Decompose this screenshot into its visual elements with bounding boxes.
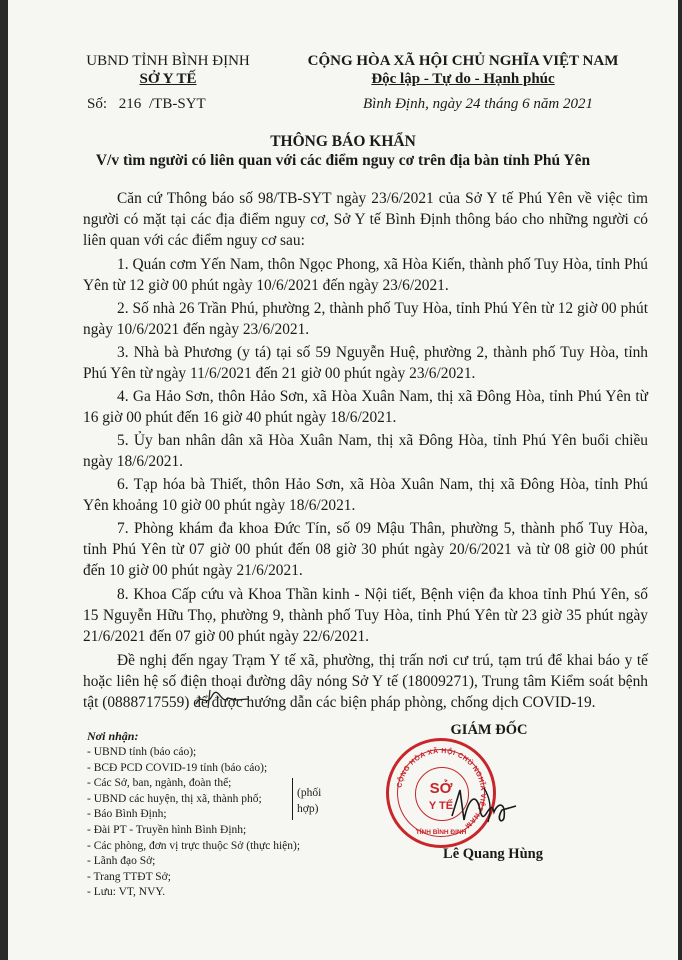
nation-motto-text: Độc lập - Tự do - Hạnh phúc (371, 71, 555, 87)
list-item: 4. Ga Hảo Sơn, thôn Hảo Sơn, xã Hòa Xuân Nam, thị xã Đông Hòa, tỉnh Phú Yên từ 16 giờ 00 phút đến 16 giờ 40 phút ngày 18/6/2021. (83, 388, 648, 426)
document-subject: V/v tìm người có liên quan với các điểm nguy cơ trên địa bàn tỉnh Phú Yên (95, 152, 591, 169)
list-item: 6. Tạp hóa bà Thiết, thôn Hảo Sơn, xã Hòa Xuân Nam, thị xã Đông Hòa, tỉnh Phú Yên khoảng 10 giờ 00 phút ngày 18/6/2021. (83, 476, 648, 514)
recipient-item: - UBND các huyện, thị xã, thành phố; (87, 792, 262, 805)
recipient-item: - Trang TTĐT Sở; (87, 870, 171, 883)
doc-number-suffix: /TB-SYT (149, 96, 206, 112)
recipient-item: - Báo Bình Định; (87, 808, 167, 821)
recipient-item: - Lưu: VT, NVY. (87, 886, 166, 899)
seal-bottom-text: TỈNH BÌNH ĐỊNH (415, 829, 467, 836)
list-item: 1. Quán cơm Yến Nam, thôn Ngọc Phong, xã Hòa Kiến, thành phố Tuy Hòa, tỉnh Phú Yên từ 12 giờ 00 phút ngày 10/6/2021 đến ngày 23/6/2021. (83, 256, 648, 294)
bracket-note-line: hợp) (297, 802, 319, 815)
list-item: 5. Ủy ban nhân dân xã Hòa Xuân Nam, thị xã Đông Hòa, tỉnh Phú Yên buổi chiều ngày 18/6/2021. (83, 432, 648, 470)
recipients-label: Nơi nhận: (87, 729, 139, 743)
recipient-item: - Đài PT - Truyền hình Bình Định; (87, 823, 247, 836)
request-paragraph: Đề nghị đến ngay Trạm Y tế xã, phường, thị trấn nơi cư trú, tạm trú để khai báo y tế hoặc liên hệ số điện thoại đường dây nóng Sở Y tế (18009271), Trung tâm Kiểm soát bệnh tật (0888717559) để được hướng dẫn các biện pháp phòng, chống dịch COVID-19. (83, 652, 648, 711)
nation-title: CỘNG HÒA XÃ HỘI CHỦ NGHĨA VIỆT NAM (307, 53, 619, 69)
list-item: 8. Khoa Cấp cứu và Khoa Thần kinh - Nội tiết, Bệnh viện đa khoa tỉnh Phú Yên, số 15 Nguyễn Hữu Thọ, phường 9, thành phố Tuy Hòa, tỉnh Phú Yên từ 23 giờ 35 phút ngày 21/6/2021 đến 07 giờ 00 phút ngày 22/6/2021. (83, 586, 648, 645)
seal-ring-text: CỘNG HÒA XÃ HỘI CHỦ NGHĨA VIỆT NAM (396, 747, 487, 830)
recipients-list (87, 745, 347, 901)
signer-title: GIÁM ĐỐC (450, 722, 528, 738)
recipient-item: - UBND tỉnh (báo cáo); (87, 746, 197, 758)
document-title: THÔNG BÁO KHẨN (270, 133, 416, 150)
bracket-note-line: (phối (297, 787, 322, 799)
list-item: 2. Số nhà 26 Trần Phú, phường 2, thành phố Tuy Hòa, tỉnh Phú Yên từ 12 giờ 00 phút ngày 10/6/2021 đến ngày 23/6/2021. (83, 300, 648, 338)
list-item: 3. Nhà bà Phương (y tá) tại số 59 Nguyễn Huệ, phường 2, thành phố Tuy Hòa, tỉnh Phú Yên từ ngày 11/6/2021 đến 21 giờ 00 phút ngày 23/6/2021. (83, 344, 648, 382)
doc-number-label: Số: (87, 96, 108, 112)
bracket-note (297, 786, 321, 817)
signer-name: Lê Quang Hùng (443, 846, 543, 862)
date-line: Bình Định, ngày 24 tháng 6 năm 2021 (363, 96, 593, 112)
nation-motto (298, 70, 628, 88)
recipient-item: - Các phòng, đơn vị trực thuộc Sở (thực hiện); (87, 839, 301, 852)
intro-paragraph: Căn cứ Thông báo số 98/TB-SYT ngày 23/6/2021 của Sở Y tế Phú Yên về việc tìm người có mặt tại các địa điểm nguy cơ, Sở Y tế Bình Định thông báo cho những người có liên quan với các điểm nguy cơ sau: (83, 190, 648, 249)
document-page (8, 0, 678, 960)
recipient-item: - Lãnh đạo Sở; (87, 855, 156, 868)
doc-number (87, 96, 206, 113)
doc-number-value: 216 (118, 96, 142, 112)
seal-center-line1: SỞ (429, 780, 453, 797)
agency-parent: UBND TỈNH BÌNH ĐỊNH (86, 53, 250, 69)
agency-name (68, 70, 268, 88)
initials-scribble (192, 686, 252, 712)
handwritten-signature (446, 780, 526, 830)
agency-name-text: SỞ Y TẾ (139, 71, 197, 87)
recipients-bracket (286, 778, 293, 820)
seal-center-line2: Y TẾ (428, 800, 454, 812)
recipient-item: - BCĐ PCD COVID-19 tỉnh (báo cáo); (87, 761, 268, 774)
recipient-item: - Các Sở, ban, ngành, đoàn thể; (87, 777, 232, 790)
list-item: 7. Phòng khám đa khoa Đức Tín, số 09 Mậu Thân, phường 5, thành phố Tuy Hòa, tỉnh Phú Yên từ 07 giờ 00 phút đến 08 giờ 30 phút ngày 20/6/2021 và từ 08 giờ 00 phút đến 10 giờ 00 phút ngày 21/6/2021. (83, 520, 648, 579)
